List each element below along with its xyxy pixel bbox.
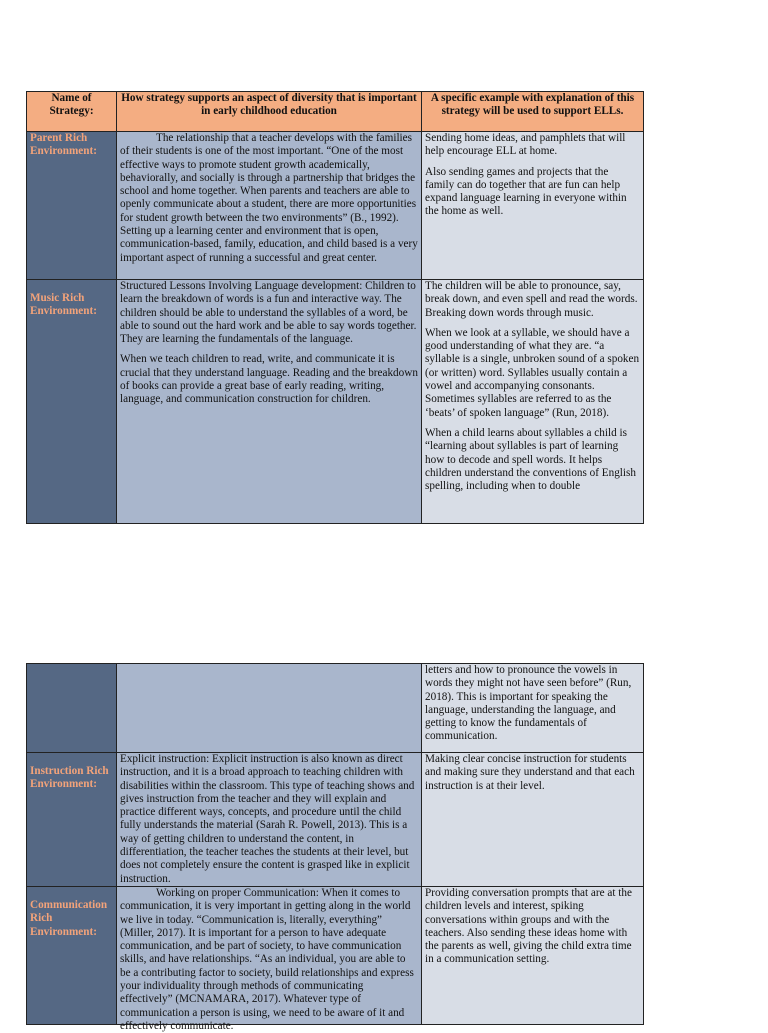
strategy-example-cell: [422, 280, 644, 524]
strategy-support-cell: [117, 132, 422, 280]
example-paragraph: When a child learns about syllables a child is “learning about syllables is part of learning how to decode and spell words. It helps children understand the conventions of English spelling, including when to double: [425, 426, 636, 493]
strategy-example-cell: [422, 753, 644, 887]
example-paragraph: Making clear concise instruction for students and making sure they understand and that each instruction is at their level.: [425, 753, 635, 792]
table-row: [27, 280, 644, 524]
strategy-table-page-1: [26, 91, 644, 524]
header-strategy-name: Name of Strategy:: [27, 92, 117, 132]
strategy-support-cell: [117, 887, 422, 1032]
strategy-table-page-2: [26, 663, 644, 1032]
table-row: [27, 664, 644, 753]
strategy-name: Communication Rich Environment:: [27, 887, 117, 1025]
example-paragraph: Also sending games and projects that the family can do together that are fun can help expand language learning in everyone within the home as well.: [425, 165, 627, 218]
strategy-support-cell: [117, 280, 422, 524]
table-row: [27, 753, 644, 887]
header-strategy-support: How strategy supports an aspect of diversity that is important in early childhood education: [117, 92, 422, 132]
header-specific-example: A specific example with explanation of this strategy will be used to support ELLs.: [422, 92, 644, 132]
example-paragraph: The children will be able to pronounce, say, break down, and even spell and read the words. Breaking down words through music.: [425, 280, 638, 319]
strategy-name: Music Rich Environment:: [27, 280, 117, 524]
strategy-name: [27, 664, 117, 753]
strategy-example-cell: [422, 664, 644, 753]
support-paragraph: Structured Lessons Involving Language development: Children to learn the breakdown of words is a fun and interactive way. The children should be able to understand the syllables of a word, be able to sound out the hard work and be able to say words together. They are learning the fundamentals of the language.: [120, 280, 417, 346]
support-paragraph: Explicit instruction: Explicit instruction is also known as direct instruction, and it is a broad approach to teaching children with disabilities within the classroom. This type of teaching shows and gives instruction from the teacher and they will explain and practice different ways, concepts, and procedure until the child fully understands the material (Sarah R. Powell, 2013). This is a way of getting children to understand the content, in differentiation, the teacher teaches the students at their level, but does not completely ensure the content is grasped like in explicit instruction.: [120, 753, 415, 885]
support-paragraph: When we teach children to read, write, and communicate it is crucial that they understand language. Reading and the breakdown of books can provide a great base of early reading, writing, language, and communication construction for children.: [120, 353, 418, 406]
example-paragraph: Providing conversation prompts that are at the children levels and interest, spiking conversations within groups and with the teachers. Also sending these ideas home with the parents as well, giving the child extra time in a communication setting.: [425, 887, 632, 966]
strategy-name: Instruction Rich Environment:: [27, 753, 117, 887]
support-paragraph: The relationship that a teacher develops with the families of their students is one of the most important. “One of the most effective ways to promote student growth academically, behaviorally, and socially is through a partnership that bridges the school and home together. When parents and teachers are able to openly communicate about a student, there are more opportunities for student growth between the two environments” (B., 1992). Setting up a learning center and environment that is open, communication-based, family, education, and child based is a very important aspect of running a successful and great center.: [120, 132, 418, 264]
example-paragraph: When we look at a syllable, we should have a good understanding of what they are. “a syllable is a single, unbroken sound of a spoken (or written) word. Syllables usually contain a vowel and accompanying consonants. Sometimes syllables are referred to as the ‘beats’ of spoken language” (Run, 2018).: [425, 326, 640, 419]
strategy-example-cell: [422, 132, 644, 280]
example-paragraph: Sending home ideas, and pamphlets that will help encourage ELL at home.: [425, 132, 626, 158]
strategy-support-cell: [117, 664, 422, 753]
table-header-row: [27, 92, 644, 132]
strategy-example-cell: [422, 887, 644, 1025]
support-paragraph: Working on proper Communication: When it comes to communication, it is very important in getting along in the world we live in today. “Communication is, literally, everything” (Miller, 2017). It is important for a person to have adequate communication, and be part of society, to have communication skills, and have relationships. “As an individual, you are able to be a contributing factor to society, build relationships and express your individuality through methods of communicating effectively” (MCNAMARA, 2017). Whatever type of communication a person is using, we need to be aware of it and effectively communicate.: [120, 887, 414, 1032]
strategy-name: Parent Rich Environment:: [27, 132, 117, 280]
table-row: [27, 132, 644, 280]
strategy-support-cell: [117, 753, 422, 887]
table-row: [27, 887, 644, 1025]
example-paragraph: letters and how to pronounce the vowels in words they might not have seen before” (Run, 2018). This is important for speaking the language, understanding the language, and getting to know the fundamentals of communication.: [425, 664, 632, 743]
